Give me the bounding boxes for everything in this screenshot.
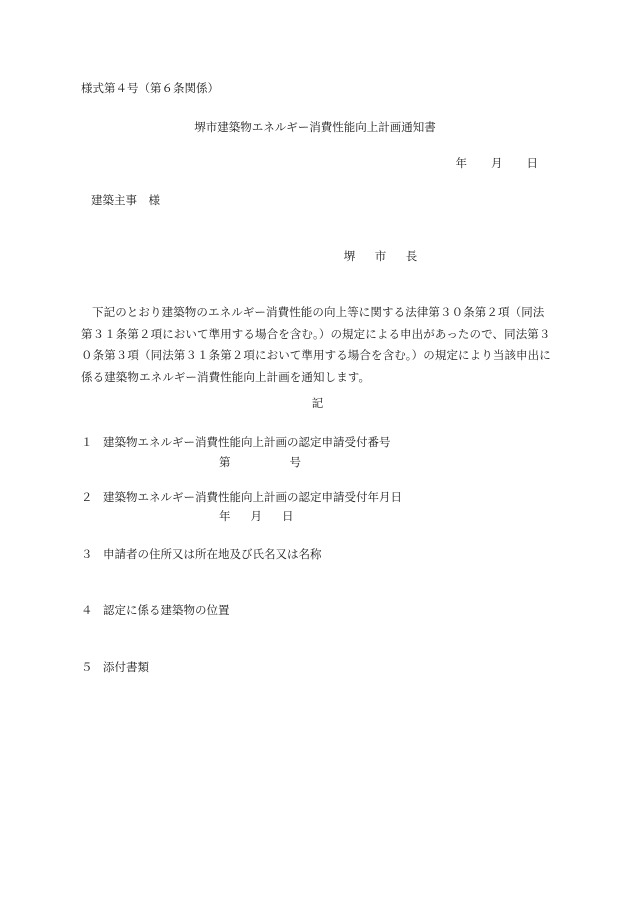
item-text: 添付書類 <box>103 660 149 674</box>
body-paragraph: 下記のとおり建築物のエネルギー消費性能の向上等に関する法律第３０条第２項（同法第３１条第２項において準用する場合を含む。）の規定による申出があったので、同法第３０条第３項（同法第３１条第２項において準用する場合を含む。）の規定により当該申出に係る建築物エネルギー消費性能向上計画を通知します。 <box>81 305 551 384</box>
item-1-subline <box>219 456 301 470</box>
item-2-sub-year: 年 <box>219 509 231 523</box>
item-text: 申請者の住所又は所在地及び氏名又は名称 <box>103 547 322 561</box>
item-number: ２ <box>81 490 93 504</box>
list-item-1 <box>81 436 391 450</box>
addressee: 建築主事 様 <box>91 193 160 207</box>
item-number: ３ <box>81 547 93 561</box>
item-2-sub-day: 日 <box>282 509 294 523</box>
item-text: 建築物エネルギー消費性能向上計画の認定申請受付番号 <box>103 435 391 449</box>
document-title: 堺市建築物エネルギー消費性能向上計画通知書 <box>194 120 436 134</box>
item-2-sub-month: 月 <box>250 509 262 523</box>
date-line <box>456 157 539 171</box>
ki-heading: 記 <box>311 396 324 410</box>
list-item-5 <box>81 661 149 675</box>
item-text: 建築物エネルギー消費性能向上計画の認定申請受付年月日 <box>103 490 402 504</box>
date-month-label: 月 <box>491 156 503 170</box>
issuer: 堺 市 長 <box>343 249 422 263</box>
item-text: 認定に係る建築物の位置 <box>103 603 230 617</box>
list-item-3 <box>81 548 322 562</box>
date-year-label: 年 <box>455 156 467 170</box>
item-2-subline <box>219 510 294 524</box>
item-number: ４ <box>81 603 93 617</box>
item-1-sub-dai: 第 <box>219 455 231 469</box>
item-number: １ <box>81 435 93 449</box>
item-1-sub-go: 号 <box>289 455 301 469</box>
list-item-2 <box>81 491 402 505</box>
date-day-label: 日 <box>526 156 538 170</box>
list-item-4 <box>81 604 230 618</box>
form-number: 様式第４号（第６条関係） <box>81 81 219 95</box>
item-number: ５ <box>81 660 93 674</box>
